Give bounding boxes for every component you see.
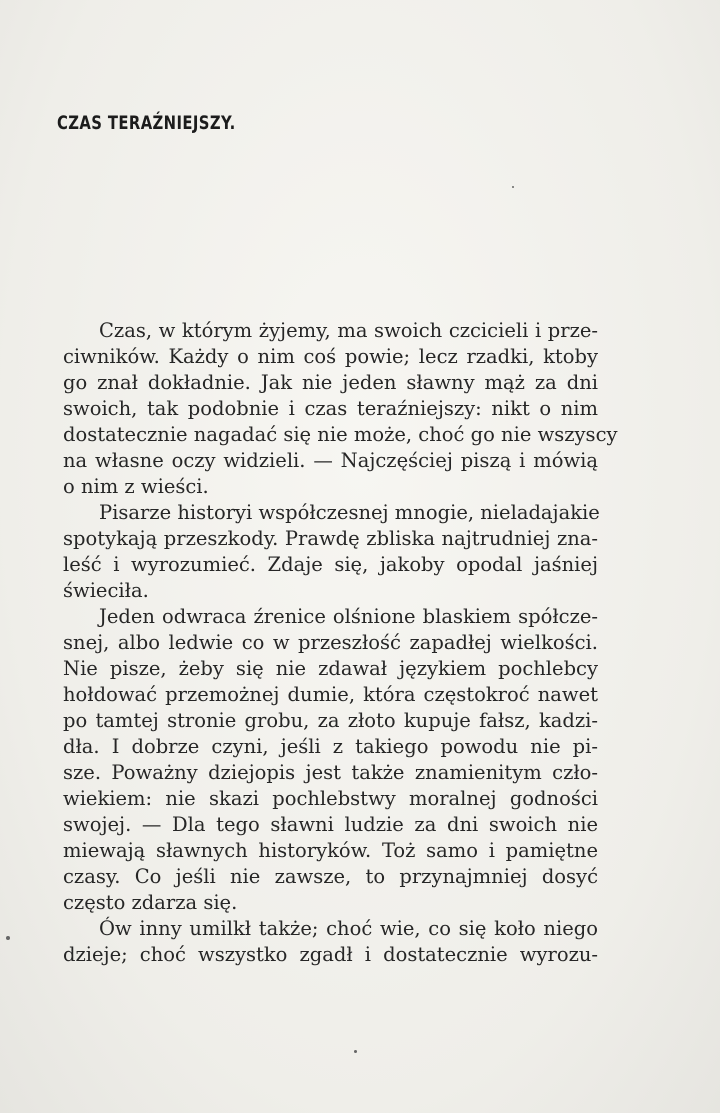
text-line: dzieje; choć wszystko zgadł i dostatecznie wyrozu-	[63, 943, 598, 966]
text-line: go znał dokładnie. Jak nie jeden sławny mąż za dni	[63, 371, 598, 394]
text-line: ciwników. Każdy o nim coś powie; lecz rzadki, ktoby	[63, 345, 598, 368]
text-line: Czas, w którym żyjemy, ma swoich czcicieli i prze-	[99, 319, 598, 342]
text-line: leść i wyrozumieć. Zdaje się, jakoby opodal jaśniej	[63, 553, 598, 576]
text-line: Jeden odwraca źrenice olśnione blaskiem spółcze-	[99, 605, 598, 628]
text-line: świeciła.	[63, 579, 149, 602]
text-line: sze. Poważny dziejopis jest także znamienitym czło-	[63, 761, 598, 784]
text-line: o nim z wieści.	[63, 475, 209, 498]
text-line: Pisarze historyi współczesnej mnogie, nieladajakie	[99, 501, 600, 524]
text-line: dła. I dobrze czyni, jeśli z takiego powodu nie pi-	[63, 735, 598, 758]
text-line: na własne oczy widzieli. — Najczęściej piszą i mówią	[63, 449, 598, 472]
text-line: hołdować przemożnej dumie, która częstokroć nawet	[63, 683, 598, 706]
text-line: miewają sławnych historyków. Toż samo i pamiętne	[63, 839, 598, 862]
text-line: swoich, tak podobnie i czas teraźniejszy: nikt o nim	[63, 397, 598, 420]
text-line: Nie pisze, żeby się nie zdawał językiem pochlebcy	[63, 657, 598, 680]
scan-speck	[6, 936, 10, 940]
text-line: snej, albo ledwie co w przeszłość zapadłej wielkości.	[63, 631, 598, 654]
text-line: często zdarza się.	[63, 891, 238, 914]
text-line: dostatecznie nagadać się nie może, choć go nie wszyscy	[63, 423, 618, 446]
text-line: swojej. — Dla tego sławni ludzie za dni swoich nie	[63, 813, 598, 836]
text-line: spotykają przeszkody. Prawdę zbliska najtrudniej zna-	[63, 527, 598, 550]
scan-speck	[512, 186, 514, 188]
text-line: po tamtej stronie grobu, za złoto kupuje fałsz, kadzi-	[63, 709, 598, 732]
text-line: czasy. Co jeśli nie zawsze, to przynajmniej dosyć	[63, 865, 598, 888]
text-line: wiekiem: nie skazi pochlebstwy moralnej godności	[63, 787, 598, 810]
chapter-heading: CZAS TERAŹNIEJSZY.	[57, 112, 236, 134]
body-text	[63, 318, 618, 968]
text-line: Ów inny umilkł także; choć wie, co się koło niego	[99, 917, 598, 940]
scan-speck	[354, 1050, 357, 1053]
